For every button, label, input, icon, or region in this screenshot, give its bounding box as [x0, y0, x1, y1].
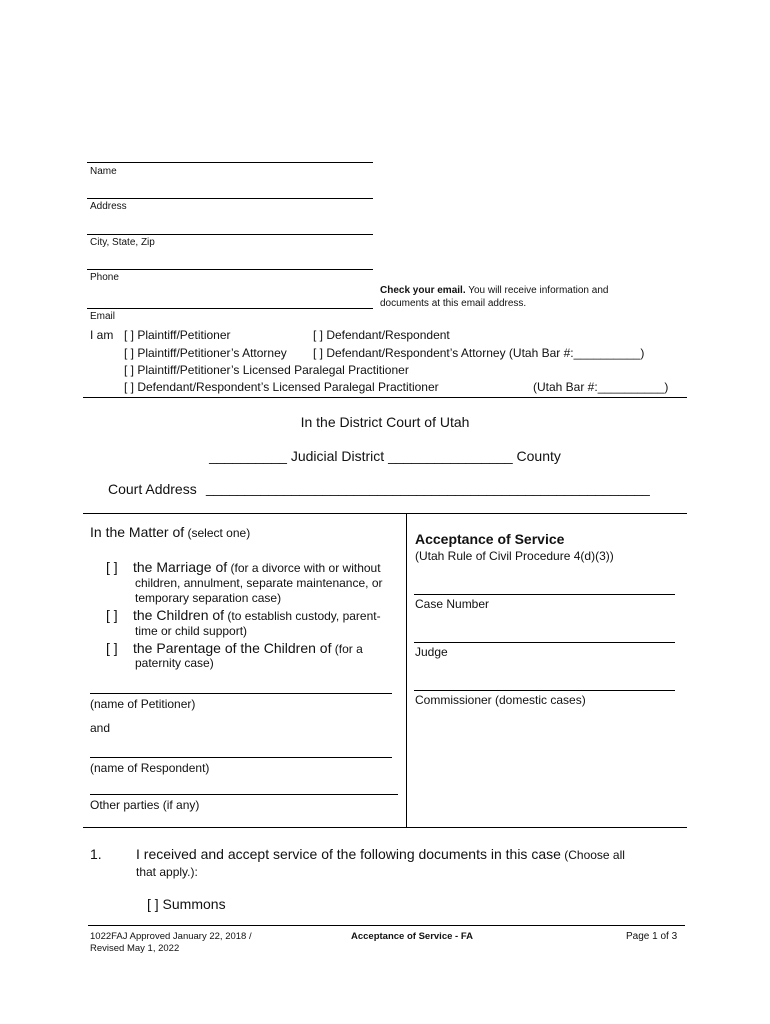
petitioner-line[interactable]	[90, 693, 392, 694]
email-label: Email	[90, 311, 116, 322]
commissioner-label: Commissioner (domestic cases)	[415, 693, 586, 707]
option-defendant-paralegal[interactable]: [ ] Defendant/Respondent’s Licensed Paralegal Practitioner	[124, 380, 439, 394]
phone-label: Phone	[90, 272, 119, 283]
address-label: Address	[90, 201, 127, 212]
item-number: 1.	[90, 846, 102, 862]
option-plaintiff-paralegal[interactable]: [ ] Plaintiff/Petitioner’s Licensed Paralegal Practitioner	[124, 363, 409, 377]
email-notice-line2: documents at this email address.	[380, 298, 527, 309]
matter-marriage-note-1: children, annulment, separate maintenance, or	[135, 576, 383, 590]
item-text-2: that apply.):	[136, 865, 198, 879]
document-title: Acceptance of Service	[415, 531, 565, 547]
city-label: City, State, Zip	[90, 237, 155, 248]
respondent-label: (name of Respondent)	[90, 761, 210, 775]
matter-children-note-1: time or child support)	[135, 624, 248, 638]
utah-bar-number[interactable]: (Utah Bar #:__________)	[533, 380, 669, 394]
footer-title: Acceptance of Service - FA	[351, 931, 473, 942]
footer-form-id-2: Revised May 1, 2022	[90, 943, 180, 954]
matter-marriage-note-2: temporary separation case)	[135, 591, 282, 605]
other-parties-line[interactable]	[90, 794, 398, 795]
name-line[interactable]	[87, 162, 373, 163]
caption-divider	[406, 513, 407, 827]
i-am-label: I am	[90, 328, 114, 342]
city-line[interactable]	[87, 234, 373, 235]
email-line[interactable]	[87, 308, 373, 309]
footer-divider	[88, 925, 685, 926]
matter-parentage[interactable]: the Parentage of the Children of (for a	[133, 640, 363, 656]
name-label: Name	[90, 166, 117, 177]
matter-parentage-note-1: paternity case)	[135, 656, 214, 670]
option-defendant[interactable]: [ ] Defendant/Respondent	[313, 328, 450, 342]
item-text: I received and accept service of the following documents in this case (Choose all	[136, 846, 625, 862]
judge-line[interactable]	[414, 642, 675, 643]
court-title: In the District Court of Utah	[300, 414, 470, 430]
case-number-label: Case Number	[415, 597, 490, 611]
address-line[interactable]	[87, 198, 373, 199]
other-parties-label: Other parties (if any)	[90, 798, 200, 812]
footer-form-id-1: 1022FAJ Approved January 22, 2018 /	[90, 931, 252, 942]
matter-children[interactable]: the Children of (to establish custody, parent-	[133, 607, 381, 623]
court-address-blank[interactable]: _________________________________________________________	[206, 480, 650, 496]
case-number-line[interactable]	[414, 594, 675, 595]
matter-heading: In the Matter of (select one)	[90, 524, 251, 540]
phone-line[interactable]	[87, 269, 373, 270]
option-plaintiff-attorney[interactable]: [ ] Plaintiff/Petitioner’s Attorney	[124, 346, 287, 360]
section-divider	[83, 397, 687, 398]
option-defendant-attorney[interactable]: [ ] Defendant/Respondent’s Attorney (Utah Bar #:__________)	[313, 346, 645, 360]
district-county-line[interactable]: __________ Judicial District ________________ County	[209, 448, 561, 464]
respondent-line[interactable]	[90, 757, 392, 758]
matter-parentage-checkbox[interactable]: [ ]	[106, 640, 118, 656]
matter-marriage-checkbox[interactable]: [ ]	[106, 559, 118, 575]
petitioner-label: (name of Petitioner)	[90, 697, 196, 711]
caption-bottom-border	[83, 827, 687, 828]
email-notice-line1: Check your email. You will receive information and	[380, 285, 609, 296]
matter-children-checkbox[interactable]: [ ]	[106, 607, 118, 623]
option-plaintiff[interactable]: [ ] Plaintiff/Petitioner	[124, 328, 231, 342]
document-rule: (Utah Rule of Civil Procedure 4(d)(3))	[415, 549, 614, 563]
and-label: and	[90, 721, 111, 735]
matter-marriage[interactable]: the Marriage of (for a divorce with or without	[133, 559, 381, 575]
court-address-label: Court Address	[108, 481, 197, 497]
commissioner-line[interactable]	[414, 690, 675, 691]
judge-label: Judge	[415, 645, 448, 659]
caption-top-border	[83, 513, 687, 514]
summons-checkbox[interactable]: [ ] Summons	[147, 896, 226, 912]
footer-page-number: Page 1 of 3	[626, 931, 678, 942]
